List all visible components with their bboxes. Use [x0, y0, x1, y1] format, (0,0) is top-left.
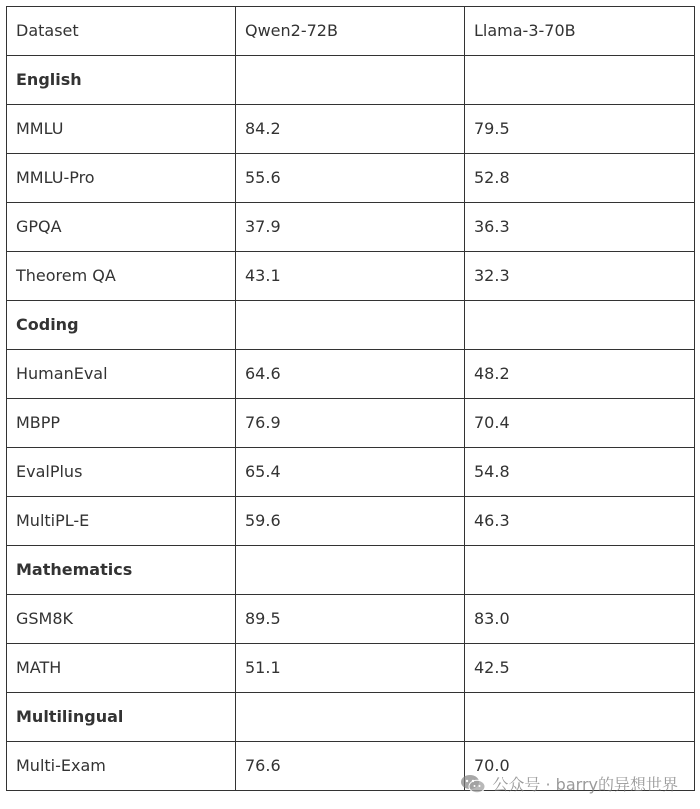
qwen2-72b-score — [236, 546, 465, 595]
section-row — [7, 546, 695, 595]
section-row — [7, 693, 695, 742]
llama-3-70b-score: 70.4 — [465, 399, 695, 448]
qwen2-72b-score: 64.6 — [236, 350, 465, 399]
llama-3-70b-score: 83.0 — [465, 595, 695, 644]
table-row — [7, 497, 695, 546]
llama-3-70b-score — [465, 56, 695, 105]
qwen2-72b-score: 55.6 — [236, 154, 465, 203]
section-label: English — [7, 56, 236, 105]
benchmark-table — [6, 6, 695, 791]
dataset-cell: Theorem QA — [7, 252, 236, 301]
table-row — [7, 448, 695, 497]
dataset-cell: Multi-Exam — [7, 742, 236, 791]
table-row — [7, 644, 695, 693]
llama-3-70b-score — [465, 301, 695, 350]
qwen2-72b-score: 43.1 — [236, 252, 465, 301]
qwen2-72b-score: 84.2 — [236, 105, 465, 154]
header-qwen2-72b: Qwen2-72B — [236, 7, 465, 56]
dataset-cell: MATH — [7, 644, 236, 693]
table-row — [7, 252, 695, 301]
qwen2-72b-score — [236, 56, 465, 105]
dataset-cell: MultiPL-E — [7, 497, 236, 546]
section-row — [7, 56, 695, 105]
llama-3-70b-score — [465, 546, 695, 595]
table-row — [7, 399, 695, 448]
qwen2-72b-score — [236, 301, 465, 350]
llama-3-70b-score: 54.8 — [465, 448, 695, 497]
table-row — [7, 154, 695, 203]
qwen2-72b-score: 37.9 — [236, 203, 465, 252]
section-row — [7, 301, 695, 350]
llama-3-70b-score: 52.8 — [465, 154, 695, 203]
section-label: Mathematics — [7, 546, 236, 595]
dataset-cell: GPQA — [7, 203, 236, 252]
llama-3-70b-score: 46.3 — [465, 497, 695, 546]
table-row — [7, 350, 695, 399]
qwen2-72b-score: 51.1 — [236, 644, 465, 693]
dataset-cell: MMLU — [7, 105, 236, 154]
table-row — [7, 203, 695, 252]
table-row — [7, 595, 695, 644]
table-row — [7, 742, 695, 791]
qwen2-72b-score: 65.4 — [236, 448, 465, 497]
llama-3-70b-score: 48.2 — [465, 350, 695, 399]
dataset-cell: HumanEval — [7, 350, 236, 399]
dataset-cell: EvalPlus — [7, 448, 236, 497]
llama-3-70b-score: 42.5 — [465, 644, 695, 693]
qwen2-72b-score: 76.9 — [236, 399, 465, 448]
dataset-cell: MBPP — [7, 399, 236, 448]
table-body — [7, 56, 695, 791]
watermark-text: 公众号 · barry的异想世界 — [492, 775, 678, 794]
dataset-cell: GSM8K — [7, 595, 236, 644]
qwen2-72b-score — [236, 693, 465, 742]
header-dataset: Dataset — [7, 7, 236, 56]
llama-3-70b-score: 70.0 — [465, 742, 695, 791]
llama-3-70b-score: 79.5 — [465, 105, 695, 154]
llama-3-70b-score: 36.3 — [465, 203, 695, 252]
header-row — [7, 7, 695, 56]
table-row — [7, 105, 695, 154]
section-label: Multilingual — [7, 693, 236, 742]
dataset-cell: MMLU-Pro — [7, 154, 236, 203]
llama-3-70b-score: 32.3 — [465, 252, 695, 301]
section-label: Coding — [7, 301, 236, 350]
qwen2-72b-score: 59.6 — [236, 497, 465, 546]
header-llama-3-70b: Llama-3-70B — [465, 7, 695, 56]
qwen2-72b-score: 76.6 — [236, 742, 465, 791]
llama-3-70b-score — [465, 693, 695, 742]
qwen2-72b-score: 89.5 — [236, 595, 465, 644]
